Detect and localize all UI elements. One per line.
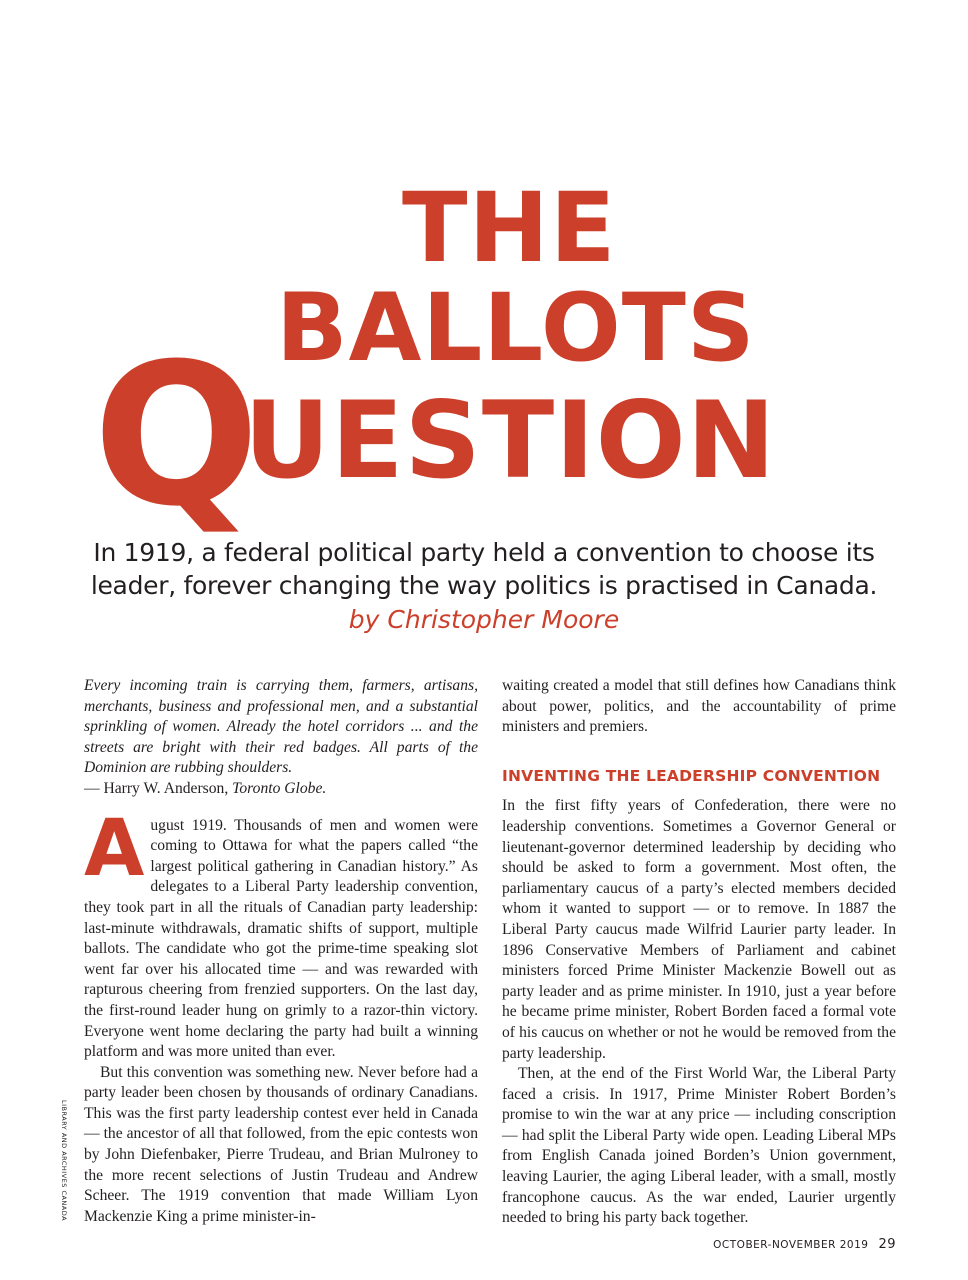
headline-ballots: BALLOTS xyxy=(276,274,756,383)
deck-line-1: In 1919, a federal political party held a convention to choose its xyxy=(93,538,875,567)
epigraph-quote: Every incoming train is carrying them, farmers, artisans, merchants, business and professional men, and a substantial sprinkling of women. Already the hotel corridors ... and the streets are bright with their red badges. All parts of the Dominion are rubbing shoulders. xyxy=(84,677,478,777)
section-subhead: INVENTING THE LEADERSHIP CONVENTION xyxy=(502,766,881,785)
epigraph-attribution xyxy=(84,779,478,800)
paragraph-3: In the first fifty years of Confederation, there were no leadership conventions. Sometimes a Governor General or lieutenant-governor determined leadership by deciding who should be asked to form a government. Most often, the parliamentary caucus of a party’s elected members decided whom it wanted to support — or to remove. In 1887 the Liberal Party caucus made Wilfrid Laurier party leader. In 1896 Conservative Members of Parliament and cabinet ministers forced Prime Minister Mackenzie Bowell out as party leader and as prime minister. In 1910, just a year before he became prime minister, Robert Borden faced a formal vote of his caucus on whether or not he would be removed from the party leadership. xyxy=(502,797,896,1062)
drop-cap: A xyxy=(84,803,145,894)
column-left xyxy=(84,676,478,1227)
column-right xyxy=(502,676,896,1229)
byline: by Christopher Moore xyxy=(348,605,620,634)
deck-line-2: leader, forever changing the way politics is practised in Canada. xyxy=(90,571,878,600)
headline-big-q: Q xyxy=(93,322,261,550)
attribution-author: — Harry W. Anderson, xyxy=(84,779,229,797)
photo-credit: LIBRARY AND ARCHIVES CANADA xyxy=(60,1100,68,1222)
deck xyxy=(40,536,928,602)
opening-paragraph xyxy=(84,803,478,1063)
issue-date: OCTOBER-NOVEMBER 2019 xyxy=(713,1239,869,1251)
page-number: 29 xyxy=(878,1237,896,1252)
headline-uestion: UESTION xyxy=(244,379,777,502)
headline-the: THE xyxy=(402,172,617,284)
paragraph-2: But this convention was something new. Never before had a party leader been chosen by thousands of ordinary Canadians. This was the first party leadership contest ever held in Canada — the ancestor of all that followed, from the epic contests won by John Diefenbaker, Pierre Trudeau, and Brian Mulroney to the more recent selections of Justin Trudeau and Andrew Scheer. The 1919 convention that made William Lyon Mackenzie King a prime minister-in- xyxy=(84,1063,478,1225)
paragraph-4: Then, at the end of the First World War, the Liberal Party faced a crisis. In 1917, Prime Minister Robert Borden’s promise to win the war at any price — including conscription — had split the Liberal Party wide open. Leading Liberal MPs from English Canada joined Borden’s Union government, leaving Laurier, the aging Liberal leader, with a small, mostly francophone caucus. As the war ended, Laurier urgently needed to bring his party back together. xyxy=(502,1065,896,1227)
headline xyxy=(0,0,968,550)
attribution-source: Toronto Globe. xyxy=(232,779,327,797)
page-footer xyxy=(713,1237,896,1252)
paragraph-2-continued: waiting created a model that still defines how Canadians think about power, politics, and the accountability of prime ministers and premiers. xyxy=(502,677,896,736)
paragraph-1: ugust 1919. Thousands of men and women were coming to Ottawa for what the papers called “the largest political gathering in Canadian history.” As delegates to a Liberal Party leadership convention, they took part in all the rituals of Canadian party leadership: last-minute withdrawals, dramatic shifts of support, multiple ballots. The candidate who got the prime-time speaking slot went far over his allocated time — and was rewarded with rapturous cheering from frenzied supporters. On the last day, the first-round leader hung on grimly to a razor-thin victory. Everyone went home declaring the party had built a winning platform and was more united than ever. xyxy=(84,816,478,1061)
